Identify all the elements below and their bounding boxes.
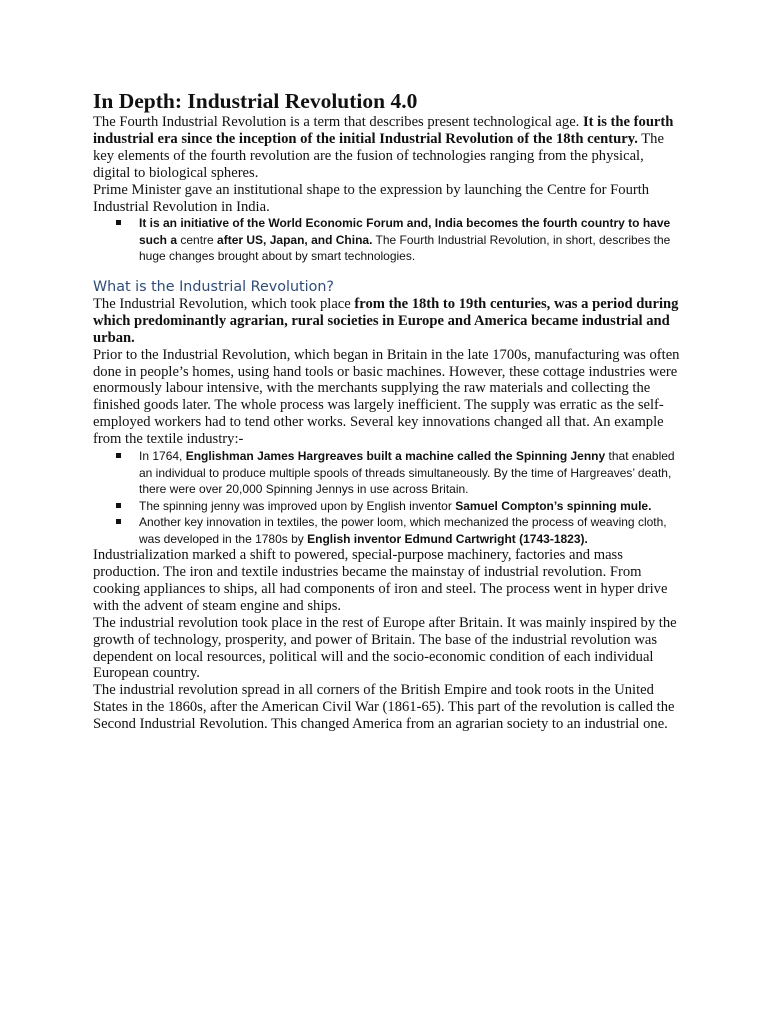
- bullet-bold-text: It is an initiative of the World Economic Forum and, India becomes the fourth country to have such a: [139, 216, 671, 247]
- america-paragraph: The industrial revolution spread in all corners of the British Empire and took roots in the United States in the 1860s, after the American Civil War (1861-65). This part of the revolution is called the Second Industrial Revolution. This changed America from an agrarian society to an industrial one.: [93, 682, 675, 733]
- intro-paragraph: [93, 114, 683, 182]
- page-title: In Depth: Industrial Revolution 4.0: [93, 89, 418, 113]
- square-bullet-icon: [116, 519, 121, 524]
- europe-paragraph: The industrial revolution took place in the rest of Europe after Britain. It was mainly inspired by the growth of technology, prosperity, and power of Britain. The base of the industrial revolution was dependent on local resources, political will and the socio-economic condition of each individual European country.: [93, 614, 677, 682]
- intro-bold-text: It is the fourth industrial era since the inception of the initial Industrial Revolution of the 18th century.: [93, 114, 674, 147]
- bullet-bold-text: after US, Japan, and China.: [217, 232, 373, 247]
- square-bullet-icon: [116, 503, 121, 508]
- wef-bullet-list: [93, 215, 683, 265]
- list-item: [93, 215, 683, 265]
- square-bullet-icon: [116, 453, 121, 458]
- list-item: [93, 514, 683, 547]
- bullet-text: The spinning jenny was improved upon by English inventor: [139, 498, 456, 513]
- bullet-text: that enabled an individual to produce multiple spools of threads simultaneously. By the time of Hargreaves’ death, there were over 20,000 Spinning Jennys in use across Britain.: [139, 449, 675, 497]
- bullet-text: Another key innovation in textiles, the power loom, which mechanized the process of weaving cloth, was developed in the 1780s by: [139, 515, 667, 546]
- bullet-bold-text: English inventor Edmund Cartwright (1743-1823).: [307, 531, 588, 546]
- bullet-text: The Fourth Industrial Revolution, in short, describes the huge changes brought about by smart technologies.: [139, 232, 671, 264]
- definition-paragraph: [93, 296, 683, 347]
- definition-bold-text: from the 18th to 19th centuries, was a period during which predominantly agrarian, rural societies in Europe and America became industrial and urban.: [93, 295, 679, 346]
- document-page: [93, 88, 683, 733]
- definition-text: The Industrial Revolution, which took place: [93, 295, 355, 312]
- square-bullet-icon: [116, 220, 121, 225]
- bullet-bold-text: Englishman James Hargreaves built a machine called the Spinning Jenny: [185, 449, 606, 464]
- intro-text: The Fourth Industrial Revolution is a term that describes present technological age.: [93, 114, 583, 130]
- bullet-bold-text: Samuel Compton’s spinning mule.: [455, 498, 652, 513]
- intro-text-end: The key elements of the fourth revolution are the fusion of technologies ranging from the physical, digital to biological spheres.: [93, 130, 664, 181]
- list-item: [93, 448, 683, 498]
- section-heading: What is the Industrial Revolution?: [93, 278, 334, 295]
- prime-minister-paragraph: Prime Minister gave an institutional shape to the expression by launching the Centre for Fourth Industrial Revolution in India.: [93, 181, 650, 215]
- list-item: [93, 498, 683, 515]
- bullet-text: In 1764,: [139, 449, 186, 464]
- textile-bullet-list: [93, 448, 683, 547]
- industrialization-paragraph: Industrialization marked a shift to powered, special-purpose machinery, factories and mass production. The iron and textile industries became the mainstay of industrial revolution. From cooking appliances to ships, all had components of iron and steel. The process went in hyper drive with the advent of steam engine and ships.: [93, 547, 668, 614]
- prior-paragraph: Prior to the Industrial Revolution, which began in Britain in the late 1700s, manufacturing was often done in people’s homes, using hand tools or basic machines. However, these cottage industries were enormously labour intensive, with the merchants supplying the raw materials and collecting the finished goods later. The whole process was largely inefficient. The supply was erratic as the self- employed workers had to tend other works. Several key innovations changed all that. An example from the textile industry:-: [93, 346, 680, 448]
- bullet-text: centre: [177, 232, 218, 247]
